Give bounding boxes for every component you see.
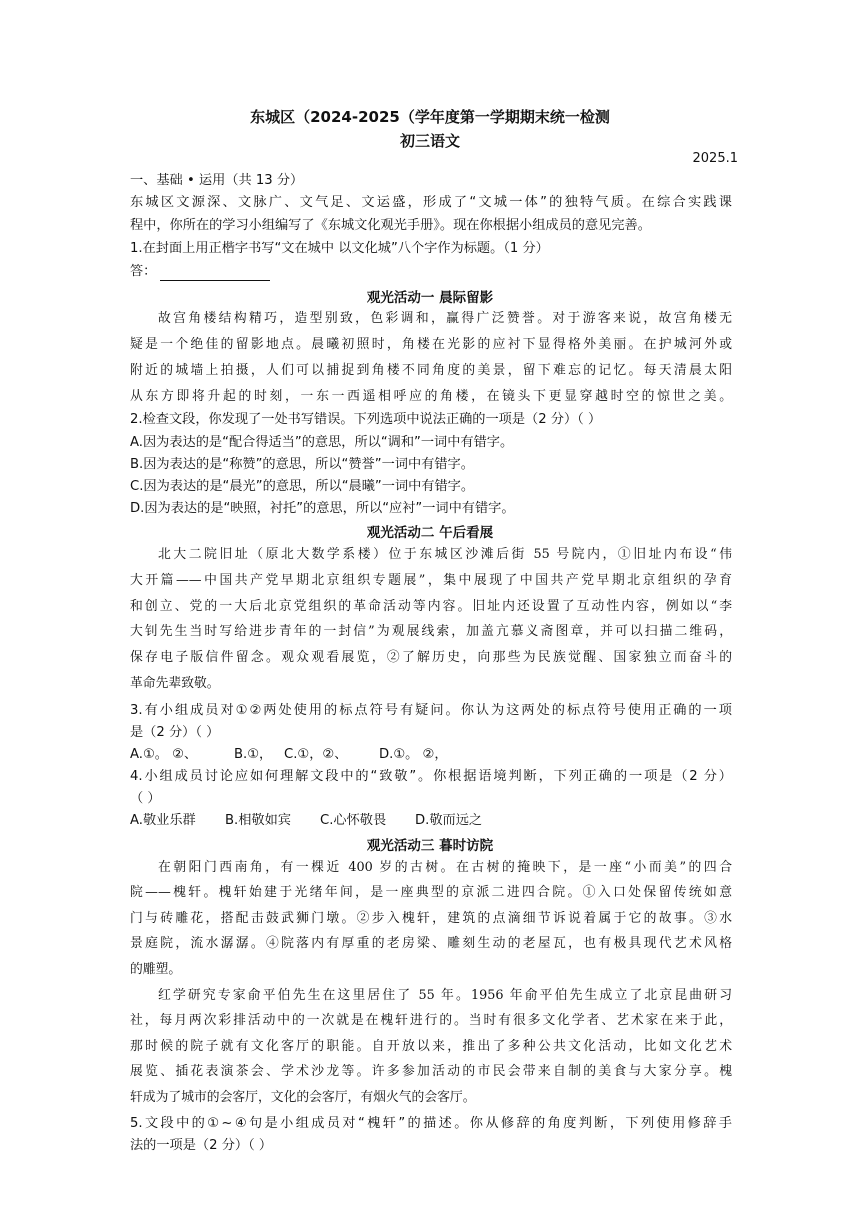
question-5: 5.文段中的①~④句是小组成员对“槐轩”的描述。你从修辞的角度判断，下列使用修辞手 (130, 1116, 732, 1131)
part1-heading: 一、基础 • 运用（共 13 分） (130, 173, 304, 188)
activity-2-paragraph-line: 大开篇——中国共产党早期北京组织专题展”，集中展现了中国共产党早期北京组织的孕育 (130, 573, 732, 588)
question-4-cont: （ ） (130, 791, 161, 806)
activity-2-paragraph-line: 和创立、党的一大后北京党组织的革命活动等内容。旧址内还设置了互动性内容，例如以“李 (130, 599, 732, 614)
activity-3-paragraph2-line: 社，每月两次彩排活动中的一次就是在槐轩进行的。当时有很多文化学者、艺术家在来于此， (130, 1013, 732, 1028)
answer-blank[interactable] (160, 268, 270, 281)
activity-2-paragraph-line: 革命先辈致敬。 (130, 676, 220, 691)
activity-3-paragraph2-line: 那时候的院子就有文化客厅的职能。自开放以来，推出了多种公共文化活动，比如文化艺术 (130, 1039, 732, 1054)
activity-3-paragraph-line: 的雕塑。 (130, 962, 182, 977)
intro-line: 东城区文源深、文脉广、文气足、文运盛，形成了“文城一体”的独特气质。在综合实践课 (130, 195, 732, 210)
option-d[interactable]: D.因为表达的是“映照，衬托”的意思，所以“应衬”一词中有错字。 (130, 501, 515, 516)
activity-1-paragraph-line: 故宫角楼结构精巧，造型别致，色彩调和，赢得广泛赞誉。对于游客来说，故宫角楼无 (158, 311, 732, 326)
option-d[interactable]: D.敬而远之 (415, 813, 483, 828)
option-a[interactable]: A.因为表达的是“配合得适当”的意思，所以“调和”一词中有错字。 (130, 435, 514, 450)
activity-2-paragraph-line: 北大二院旧址（原北大数学系楼）位于东城区沙滩后街 55 号院内，①旧址内布设“伟 (158, 547, 732, 562)
activity-3-paragraph2-line: 红学研究专家俞平伯先生在这里居住了 55 年。1956 年俞平伯先生成立了北京昆曲研习 (158, 988, 732, 1003)
question-3-options (130, 745, 732, 764)
option-a[interactable]: A.敬业乐群 (130, 813, 196, 828)
activity-2-paragraph-line: 大钊先生当时写给进步青年的一封信”为观展线索，加盖亢慕义斋图章，并可以扫描二维码， (130, 624, 732, 639)
activity-3-paragraph2-line: 轩成为了城市的会客厅，文化的会客厅，有烟火气的会客厅。 (130, 1090, 476, 1105)
activity-3-paragraph-line: 门与砖雕花，搭配击鼓武狮门墩。②步入槐轩，建筑的点滴细节诉说着属于它的故事。③水 (130, 911, 732, 926)
question-1: 1.在封面上用正楷字书写“文在城中 以文化城”八个字作为标题。（1 分） (130, 241, 549, 256)
activity-3-paragraph-line: 在朝阳门西南角，有一棵近 400 岁的古树。在古树的掩映下，是一座“小而美”的四合 (158, 860, 732, 875)
option-a[interactable]: A.①。 ②、 (130, 747, 198, 762)
exam-title: 东城区（2024-2025（学年度第一学期期末统一检测 (250, 108, 610, 126)
question-5-cont: 法的一项是（2 分）（ ） (130, 1138, 273, 1153)
activity-3-title: 观光活动三 暮时访院 (366, 838, 494, 854)
activity-1-paragraph-line: 疑是一个绝佳的留影地点。晨曦初照时，角楼在光影的应衬下显得格外美丽。在护城河外或 (130, 337, 732, 352)
intro-line: 程中，你所在的学习小组编写了《东城文化观光手册》。现在你根据小组成员的意见完善。 (130, 218, 651, 233)
activity-1-paragraph-line: 附近的城墙上拍摄，人们可以捕捉到角楼不同角度的美景，留下难忘的记忆。每天清晨太阳 (130, 363, 732, 378)
activity-3-paragraph2-line: 展览、插花表演茶会、学术沙龙等。许多参加活动的市民会带来自制的美食与大家分享。槐 (130, 1064, 732, 1079)
option-c[interactable]: C.心怀敬畏 (320, 813, 387, 828)
subject-title: 初三语文 (399, 132, 460, 150)
activity-3-paragraph-line: 景庭院，流水潺潺。④院落内有厚重的老房梁、雕刻生动的老屋瓦，也有极具现代艺术风格 (130, 936, 732, 951)
exam-date: 2025.1 (692, 151, 738, 166)
activity-1-paragraph-line: 从东方即将升起的时刻，一东一西遥相呼应的角楼，在镜头下更显穿越时空的惊世之美。 (130, 389, 732, 404)
question-3-cont: 是（2 分）（ ） (130, 725, 220, 740)
activity-2-title: 观光活动二 午后看展 (366, 525, 494, 541)
activity-1-title: 观光活动一 晨际留影 (366, 290, 494, 306)
activity-2-paragraph-line: 保存电子版信件留念。观众观看展览，②了解历史，向那些为民族觉醒、国家独立而奋斗的 (130, 650, 732, 665)
option-b[interactable]: B.因为表达的是“称赞”的意思，所以“赞誉”一词中有错字。 (130, 457, 474, 472)
question-3: 3.有小组成员对①②两处使用的标点符号有疑问。你认为这两处的标点符号使用正确的一项 (130, 703, 732, 718)
answer-label: 答： (130, 264, 157, 279)
option-b[interactable]: B.相敬如宾 (225, 813, 291, 828)
option-c[interactable]: C.因为表达的是“晨光”的意思，所以“晨曦”一词中有错字。 (130, 479, 475, 494)
activity-3-paragraph-line: 院——槐轩。槐轩始建于光绪年间，是一座典型的京派二进四合院。①入口处保留传统如意 (130, 885, 732, 900)
question-4-options (130, 811, 732, 830)
question-2: 2.检查文段，你发现了一处书写错误。下列选项中说法正确的一项是（2 分）（ ） (130, 412, 602, 427)
option-c[interactable]: C.①，②、 (284, 747, 348, 762)
option-b[interactable]: B.①， (234, 747, 273, 762)
question-4: 4.小组成员讨论应如何理解文段中的“致敬”。你根据语境判断，下列正确的一项是（2 分） (130, 769, 732, 784)
answer-line (130, 262, 732, 281)
option-d[interactable]: D.①。 ②， (379, 747, 448, 762)
